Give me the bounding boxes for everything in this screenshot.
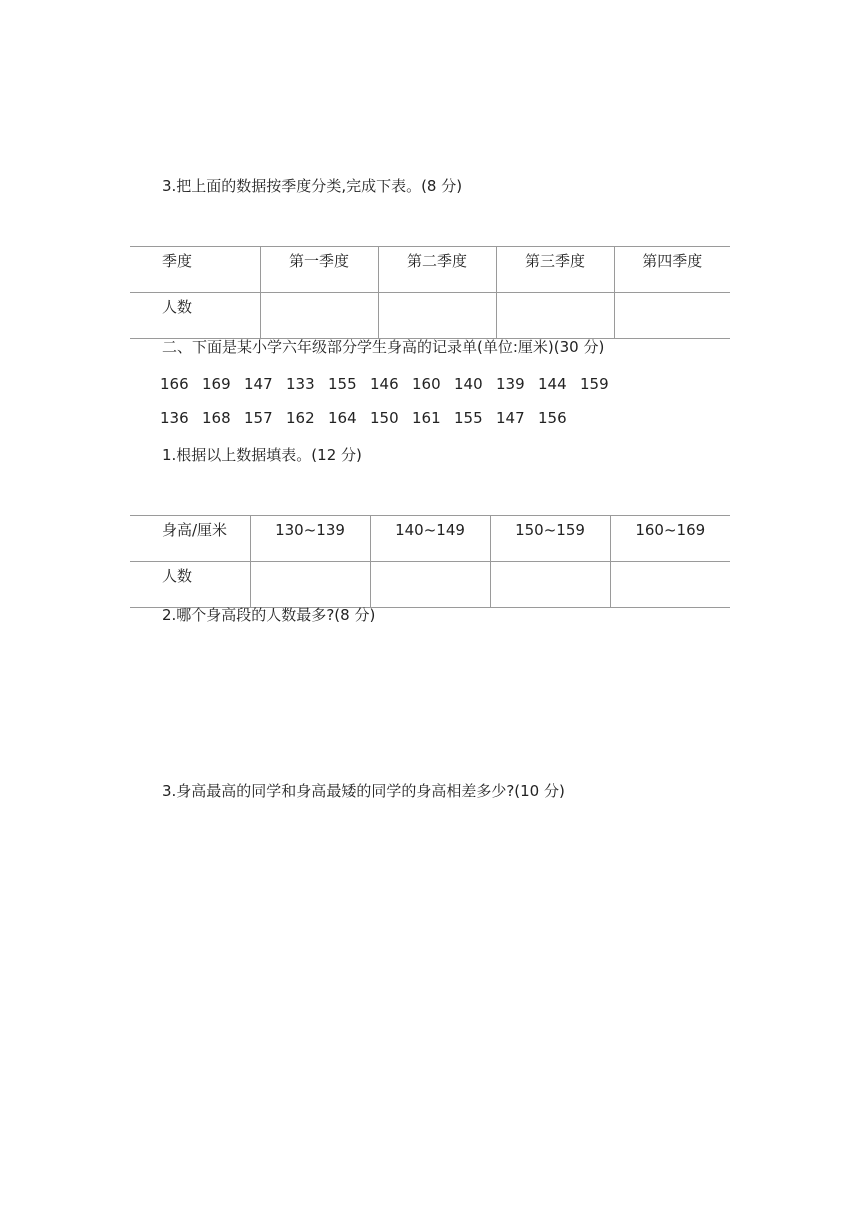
season-header-cell: 第四季度	[614, 247, 730, 293]
height-value: 144	[538, 375, 567, 393]
height-value: 156	[538, 409, 567, 427]
season-table	[130, 246, 730, 339]
height-value: 147	[496, 409, 525, 427]
height-table-count-row	[130, 562, 730, 608]
heights-row-2	[160, 408, 580, 428]
height-header-cell: 身高/厘米	[130, 516, 250, 562]
height-value: 162	[286, 409, 315, 427]
season-header-cell: 季度	[130, 247, 260, 293]
season-table-header-row	[130, 247, 730, 293]
height-value: 140	[454, 375, 483, 393]
height-header-cell: 130~139	[250, 516, 370, 562]
height-value: 169	[202, 375, 231, 393]
height-header-cell: 160~169	[610, 516, 730, 562]
height-answer-cell[interactable]	[370, 562, 490, 608]
height-value: 166	[160, 375, 189, 393]
height-answer-cell[interactable]	[490, 562, 610, 608]
section-2-question-1: 1.根据以上数据填表。(12 分)	[162, 446, 362, 464]
height-value: 150	[370, 409, 399, 427]
height-value: 161	[412, 409, 441, 427]
heights-row-1	[160, 374, 622, 394]
question-3-title: 3.把上面的数据按季度分类,完成下表。(8 分)	[162, 177, 463, 195]
section-2-title: 二、下面是某小学六年级部分学生身高的记录单(单位:厘米)(30 分)	[162, 338, 605, 356]
height-value: 155	[454, 409, 483, 427]
height-value: 159	[580, 375, 609, 393]
season-table-count-row	[130, 293, 730, 339]
height-value: 160	[412, 375, 441, 393]
height-table-header-row	[130, 516, 730, 562]
season-header-cell: 第一季度	[260, 247, 378, 293]
season-answer-cell[interactable]	[614, 293, 730, 339]
height-value: 136	[160, 409, 189, 427]
season-header-cell: 第二季度	[378, 247, 496, 293]
height-table	[130, 515, 730, 608]
section-2-question-2: 2.哪个身高段的人数最多?(8 分)	[162, 606, 376, 624]
height-value: 147	[244, 375, 273, 393]
height-value: 164	[328, 409, 357, 427]
height-value: 133	[286, 375, 315, 393]
height-value: 146	[370, 375, 399, 393]
height-header-cell: 140~149	[370, 516, 490, 562]
season-row-label: 人数	[130, 293, 260, 339]
season-answer-cell[interactable]	[378, 293, 496, 339]
height-header-cell: 150~159	[490, 516, 610, 562]
height-value: 155	[328, 375, 357, 393]
height-value: 157	[244, 409, 273, 427]
height-answer-cell[interactable]	[610, 562, 730, 608]
season-answer-cell[interactable]	[260, 293, 378, 339]
height-row-label: 人数	[130, 562, 250, 608]
height-value: 139	[496, 375, 525, 393]
season-answer-cell[interactable]	[496, 293, 614, 339]
height-value: 168	[202, 409, 231, 427]
section-2-question-3: 3.身高最高的同学和身高最矮的同学的身高相差多少?(10 分)	[162, 782, 565, 800]
height-answer-cell[interactable]	[250, 562, 370, 608]
season-header-cell: 第三季度	[496, 247, 614, 293]
